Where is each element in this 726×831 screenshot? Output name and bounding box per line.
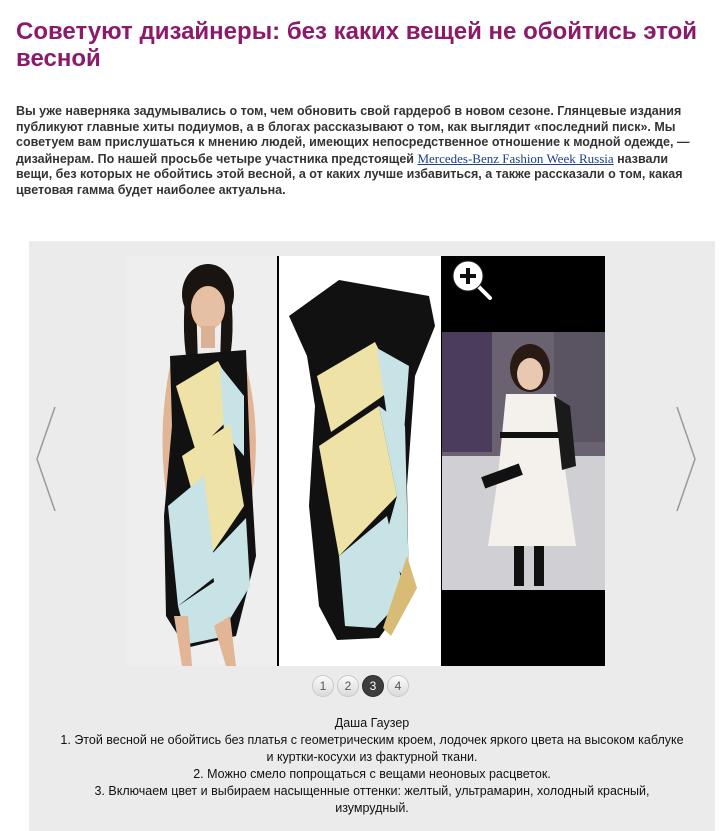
designer-photo bbox=[442, 256, 605, 666]
runway-photo bbox=[126, 256, 277, 666]
chevron-right-icon bbox=[673, 403, 699, 515]
page-button-3[interactable]: 3 bbox=[362, 675, 384, 697]
caption-item: 2. Можно смело попрощаться с вещами неоновых расцветок. bbox=[193, 767, 551, 781]
page-button-2[interactable]: 2 bbox=[337, 675, 359, 697]
intro-text-part1: Вы уже наверняка задумывались о том, чем обновить свой гардероб в новом сезоне. Глянцевые издания публикуют главные хиты подиумов, а в блогах рассказывают о том, как выглядит «последний писк». Мы советуем вам прислушаться к мнению людей, имеющих непосредственное отношение к модной одежде, — дизайнерам. По нашей просьбе четыре участника предстоящей bbox=[16, 104, 690, 166]
zoom-button[interactable] bbox=[450, 258, 494, 302]
zoom-in-icon bbox=[450, 258, 494, 302]
article-intro bbox=[16, 104, 696, 198]
page-button-1[interactable]: 1 bbox=[312, 675, 334, 697]
gallery-slide[interactable] bbox=[126, 256, 605, 666]
fashion-week-link[interactable]: Mercedes-Benz Fashion Week Russia bbox=[417, 150, 614, 166]
caption-item: 1. Этой весной не обойтись без платья с геометрическим кроем, лодочек яркого цвета на высоком каблуке и куртки-косухи из фактурной ткани. bbox=[60, 733, 684, 764]
gallery-next-button[interactable] bbox=[673, 403, 699, 515]
caption-item: 3. Включаем цвет и выбираем насыщенные оттенки: желтый, ультрамарин, холодный красный, изумрудный. bbox=[94, 784, 650, 815]
gallery-pagination bbox=[312, 675, 409, 699]
photo-gallery bbox=[29, 241, 715, 831]
gallery-caption bbox=[59, 715, 685, 817]
gallery-prev-button[interactable] bbox=[33, 403, 59, 515]
article-title: Советуют дизайнеры: без каких вещей не обойтись этой весной bbox=[16, 18, 698, 72]
intro-text-part2: назвали вещи, без которых не обойтись этой весной, а от каких лучше избавиться, а также рассказали о том, какая цветовая гамма будет наиболее актуальна. bbox=[16, 151, 683, 197]
chevron-left-icon bbox=[33, 403, 59, 515]
page-button-4[interactable]: 4 bbox=[387, 675, 409, 697]
caption-designer-name: Даша Гаузер bbox=[334, 716, 410, 730]
dress-product-photo bbox=[279, 256, 441, 666]
